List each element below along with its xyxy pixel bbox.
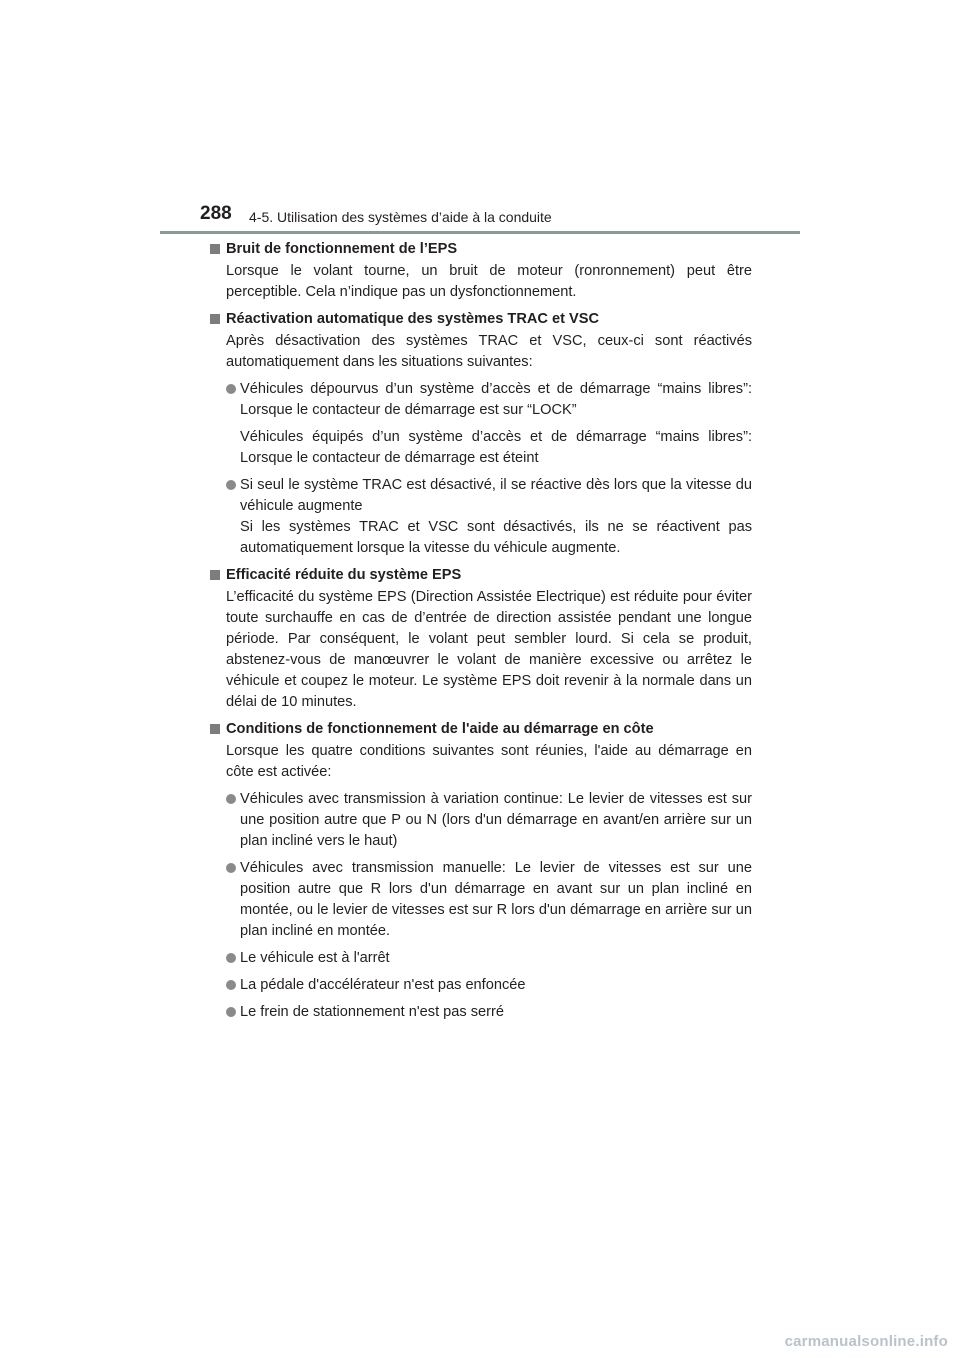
section-heading-text: Efficacité réduite du système EPS	[226, 567, 462, 583]
section-heading	[210, 719, 752, 740]
round-bullet-icon	[226, 863, 236, 873]
page-number: 288	[200, 203, 232, 224]
section-paragraph: Après désactivation des systèmes TRAC et VSC, ceux-ci sont réactivés automatiquement dans les situations suivantes:	[226, 333, 752, 370]
section-paragraph: Lorsque le volant tourne, un bruit de moteur (ronronnement) peut être perceptible. Cela n’indique pas un dysfonctionnement.	[226, 263, 752, 300]
section-eps-reduced-efficiency	[210, 565, 752, 713]
section-paragraph: Lorsque les quatre conditions suivantes sont réunies, l'aide au démarrage en côte est activée:	[226, 743, 752, 780]
list-item-text: Véhicules avec transmission à variation continue: Le levier de vitesses est sur une position autre que P ou N (lors d'un démarrage en avant/en arrière sur un plan incliné vers le haut)	[240, 791, 752, 849]
list-item	[210, 379, 752, 421]
round-bullet-icon	[226, 953, 236, 963]
section-trac-vsc-reactivation	[210, 309, 752, 559]
round-bullet-icon	[226, 980, 236, 990]
list-item	[210, 858, 752, 942]
list-item-text: Véhicules dépourvus d’un système d’accès et de démarrage “mains libres”: Lorsque le contacteur de démarrage est sur “LOCK”	[240, 381, 752, 418]
section-heading-text: Bruit de fonctionnement de l’EPS	[226, 241, 458, 257]
list-item-continuation: Véhicules équipés d’un système d’accès et de démarrage “mains libres”: Lorsque le contacteur de démarrage est éteint	[240, 429, 752, 466]
square-bullet-icon	[210, 724, 220, 734]
section-heading-text: Conditions de fonctionnement de l'aide au démarrage en côte	[226, 721, 654, 737]
chapter-title: 4-5. Utilisation des systèmes d’aide à la conduite	[249, 209, 552, 225]
list-item-text: La pédale d'accélérateur n'est pas enfoncée	[240, 977, 526, 993]
page-content	[210, 239, 752, 1029]
square-bullet-icon	[210, 570, 220, 580]
header-divider	[160, 231, 800, 234]
section-hill-start-assist	[210, 719, 752, 1023]
square-bullet-icon	[210, 244, 220, 254]
site-watermark: carmanualsonline.info	[784, 1333, 948, 1350]
list-item-text: Le véhicule est à l'arrêt	[240, 950, 390, 966]
list-item	[210, 475, 752, 559]
list-item-text: Si seul le système TRAC est désactivé, il se réactive dès lors que la vitesse du véhicule augmente	[240, 477, 752, 514]
round-bullet-icon	[226, 384, 236, 394]
round-bullet-icon	[226, 794, 236, 804]
list-item-text: Le frein de stationnement n'est pas serré	[240, 1004, 505, 1020]
page-header	[0, 0, 960, 236]
list-item	[210, 1002, 752, 1023]
round-bullet-icon	[226, 480, 236, 490]
section-eps-noise	[210, 239, 752, 303]
list-item-text: Si les systèmes TRAC et VSC sont désactivés, ils ne se réactivent pas automatiquement lorsque la vitesse du véhicule augmente.	[240, 519, 752, 556]
square-bullet-icon	[210, 314, 220, 324]
list-item	[210, 789, 752, 852]
list-item	[210, 948, 752, 969]
section-heading-text: Réactivation automatique des systèmes TRAC et VSC	[226, 311, 600, 327]
list-item	[210, 975, 752, 996]
section-heading	[210, 565, 752, 586]
round-bullet-icon	[226, 1007, 236, 1017]
list-item-text: Véhicules avec transmission manuelle: Le levier de vitesses est sur une position autre que R lors d'un démarrage en avant sur un plan incliné en montée, ou le levier de vitesses est sur R lors d'un démarrage en arrière sur un plan incliné en montée.	[240, 860, 752, 939]
section-heading	[210, 309, 752, 330]
section-heading	[210, 239, 752, 260]
section-paragraph: L’efficacité du système EPS (Direction Assistée Electrique) est réduite pour éviter toute surchauffe en cas de d’entrée de direction assistée pendant une longue période. Par conséquent, le volant peut sembler lourd. Si cela se produit, abstenez-vous de manœuvrer le volant de manière excessive ou arrêtez le véhicule et coupez le moteur. Le système EPS doit revenir à la normale dans un délai de 10 minutes.	[226, 589, 752, 710]
